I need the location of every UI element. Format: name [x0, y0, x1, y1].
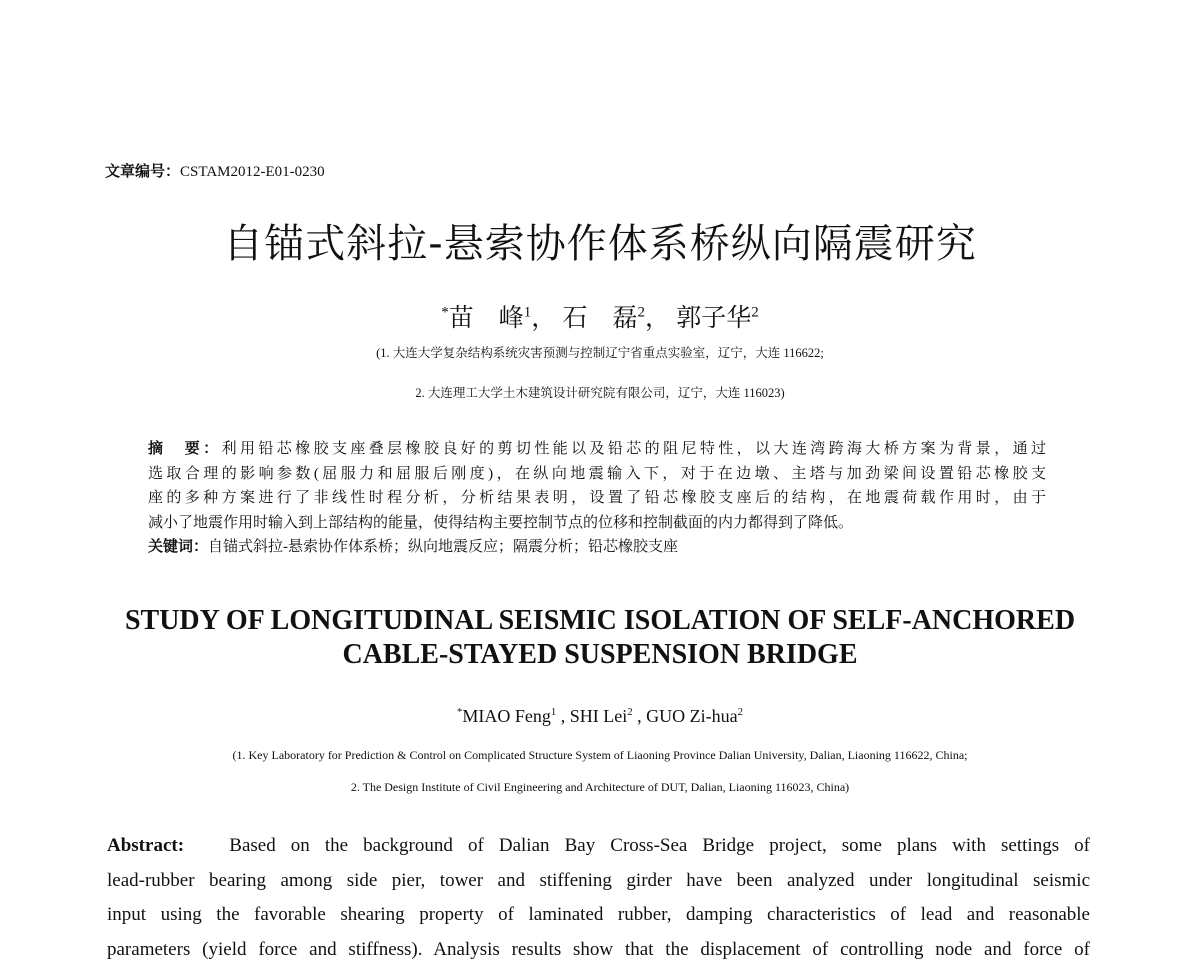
- keywords: [148, 535, 1046, 560]
- abstract-line: 选取合理的影响参数(屈服力和屈服后刚度)，在纵向地震输入下，对于在边墩、主塔与加劲梁间设置铅芯橡胶支: [148, 462, 1046, 487]
- title-line: CABLE-STAYED SUSPENSION BRIDGE: [0, 638, 1200, 672]
- chinese-affiliation-2: 2. 大连理工大学土木建筑设计研究院有限公司，辽宁，大连 116023): [0, 383, 1200, 401]
- abstract-line: input using the favorable shearing property of laminated rubber, damping characteristics of lead and reasonable: [107, 898, 1090, 933]
- title-line: STUDY OF LONGITUDINAL SEISMIC ISOLATION OF SELF-ANCHORED: [0, 604, 1200, 638]
- english-authors: *MIAO Feng$^1$ , SHI Lei$^2$ , GUO Zi-hua$^2$: [0, 706, 1200, 727]
- article-number-label: 文章编号：: [105, 164, 180, 180]
- abstract-line: 座的多种方案进行了非线性时程分析，分析结果表明，设置了铅芯橡胶支座后的结构，在地震荷载作用时，由于: [148, 486, 1046, 511]
- keywords-label: 关键词：: [148, 539, 208, 555]
- author: *苗 峰$^1$，: [441, 305, 556, 332]
- abstract-label: 摘 要：: [148, 441, 222, 457]
- abstract-line: Abstract: Based on the background of Dalian Bay Cross-Sea Bridge project, some plans with settings of: [107, 829, 1090, 864]
- article-number-value: CSTAM2012-E01-0230: [180, 164, 325, 180]
- abstract-line: lead-rubber bearing among side pier, tower and stiffening girder have been analyzed under longitudinal seismic: [107, 864, 1090, 899]
- chinese-abstract: [148, 437, 1046, 560]
- chinese-title: 自锚式斜拉-悬索协作体系桥纵向隔震研究: [0, 212, 1200, 269]
- article-number: [105, 160, 325, 181]
- keywords-value: 自锚式斜拉-悬索协作体系桥；纵向地震反应；隔震分析；铅芯橡胶支座: [208, 539, 678, 555]
- abstract-label: Abstract:: [107, 835, 184, 856]
- author: 石 磊$^2$，: [562, 305, 670, 332]
- english-abstract: [107, 829, 1090, 967]
- english-affiliation-1: (1. Key Laboratory for Prediction & Control on Complicated Structure System of Liaoning Province Dalian University, Dalian, Liaoning 116622, China;: [0, 748, 1200, 763]
- author: 郭子华$^2$: [676, 305, 759, 332]
- english-affiliation-2: 2. The Design Institute of Civil Engineering and Architecture of DUT, Dalian, Liaoning 116023, China): [0, 780, 1200, 795]
- chinese-affiliation-1: (1. 大连大学复杂结构系统灾害预测与控制辽宁省重点实验室，辽宁，大连 116622;: [0, 343, 1200, 361]
- english-title: [0, 604, 1200, 672]
- abstract-line: 减小了地震作用时输入到上部结构的能量，使得结构主要控制节点的位移和控制截面的内力都得到了降低。: [148, 511, 1046, 536]
- abstract-line: parameters (yield force and stiffness). Analysis results show that the displacement of controlling node and force of: [107, 933, 1090, 967]
- abstract-line: 摘 要：利用铅芯橡胶支座叠层橡胶良好的剪切性能以及铅芯的阻尼特性，以大连湾跨海大桥方案为背景，通过: [148, 437, 1046, 462]
- chinese-authors: [0, 298, 1200, 334]
